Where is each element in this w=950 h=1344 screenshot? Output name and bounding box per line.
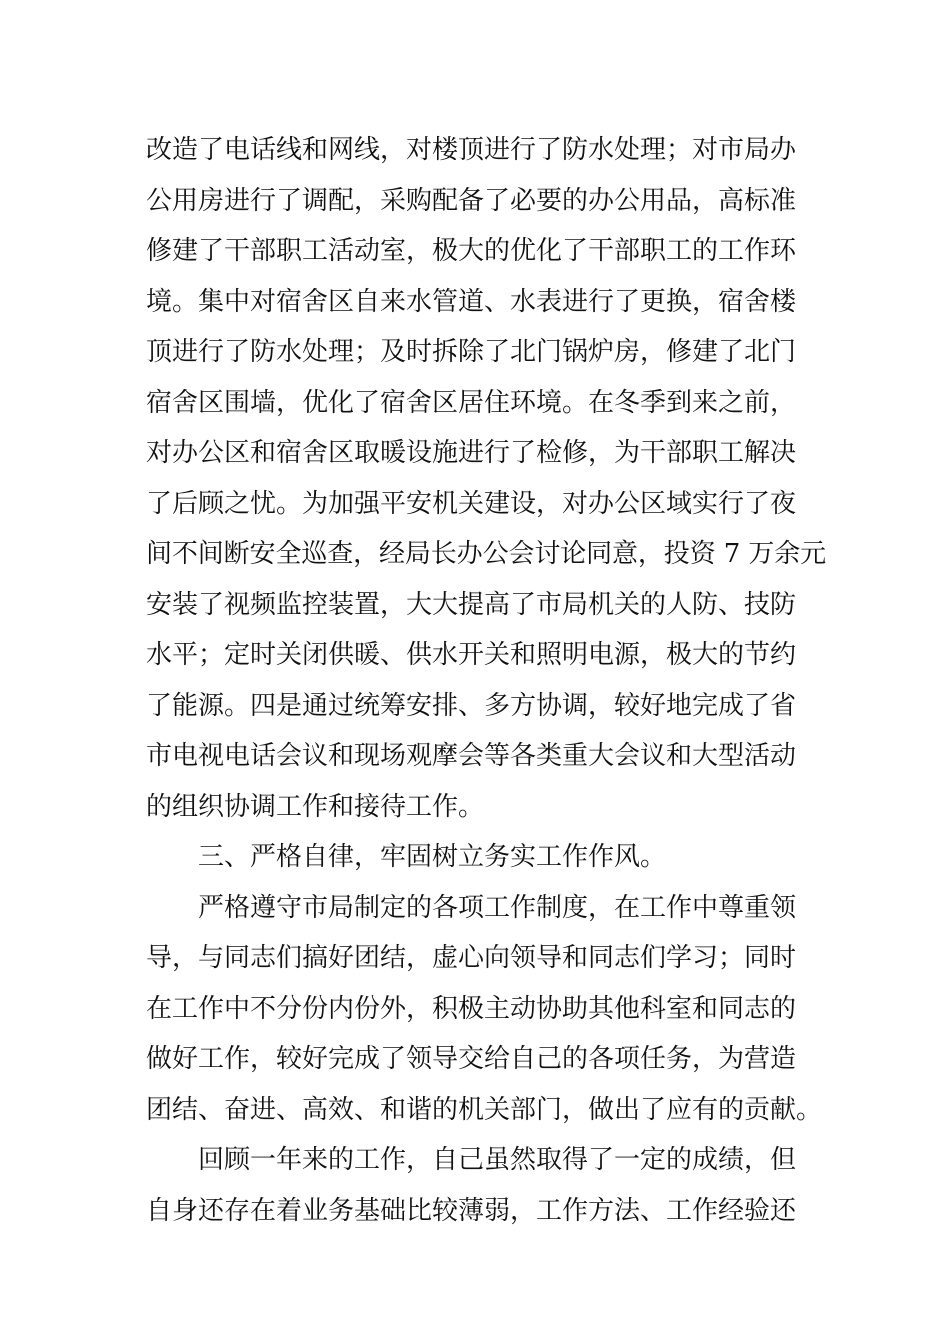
text-line: 修建了干部职工活动室，极大的优化了干部职工的工作环 (146, 236, 797, 266)
text-line: 境。集中对宿舍区自来水管道、水表进行了更换，宿舍楼 (146, 286, 797, 317)
text-line: 自身还存在着业务基础比较薄弱，工作方法、工作经验还 (146, 1195, 797, 1226)
text-line: 市电视电话会议和现场观摩会等各类重大会议和大型活动 (146, 741, 797, 771)
text-line: 改造了电话线和网线，对楼顶进行了防水处理；对市局办 (146, 135, 797, 165)
text-line: 安装了视频监控装置，大大提高了市局机关的人防、技防 (146, 589, 797, 620)
text-line: 间不间断安全巡查，经局长办公会讨论同意，投资 7 万余元 (146, 539, 826, 569)
text-line: 导，与同志们搞好团结，虚心向领导和同志们学习；同时 (146, 943, 797, 973)
text-line: 回顾一年来的工作，自己虽然取得了一定的成绩，但 (198, 1145, 797, 1175)
text-line: 团结、奋进、高效、和谐的机关部门，做出了应有的贡献。 (146, 1094, 823, 1125)
text-line: 水平；定时关闭供暖、供水开关和照明电源，极大的节约 (146, 640, 797, 670)
body-text (146, 125, 826, 1236)
text-line: 宿舍区围墙，优化了宿舍区居住环境。在冬季到来之前， (146, 387, 797, 418)
text-line: 三、严格自律，牢固树立务实工作作风。 (198, 842, 667, 872)
text-line: 公用房进行了调配，采购配备了必要的办公用品，高标准 (146, 185, 797, 216)
text-line: 的组织协调工作和接待工作。 (146, 791, 485, 822)
text-line: 做好工作，较好完成了领导交给自己的各项任务，为营造 (146, 1044, 797, 1074)
text-line: 了能源。四是通过统筹安排、多方协调，较好地完成了省 (146, 690, 797, 721)
text-line: 在工作中不分份内份外，积极主动协助其他科室和同志的 (146, 993, 797, 1024)
text-line: 了后顾之忧。为加强平安机关建设，对办公区域实行了夜 (146, 488, 797, 519)
text-line: 顶进行了防水处理；及时拆除了北门锅炉房，修建了北门 (146, 337, 797, 367)
text-line: 严格遵守市局制定的各项工作制度，在工作中尊重领 (198, 892, 797, 923)
text-line: 对办公区和宿舍区取暖设施进行了检修，为干部职工解决 (146, 438, 797, 468)
